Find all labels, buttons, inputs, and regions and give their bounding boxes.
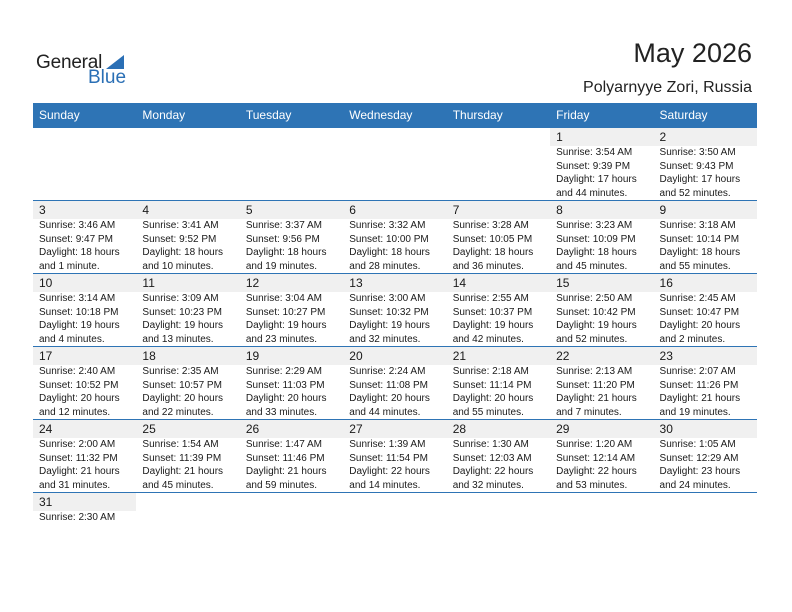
daylight-text: and 53 minutes. — [556, 479, 628, 491]
day-number: 3 — [33, 201, 136, 219]
day-number: 12 — [240, 274, 343, 292]
week-row — [33, 201, 757, 274]
empty-day-cell — [240, 493, 343, 534]
day-cell — [136, 274, 239, 347]
day-cell — [654, 347, 757, 420]
sunrise-text: Sunrise: 3:18 AM — [659, 220, 736, 231]
logo-general-text: General — [36, 52, 103, 73]
day-number: 7 — [447, 201, 550, 219]
day-cell — [136, 347, 239, 420]
day-number: 20 — [343, 347, 446, 365]
daylight-text: and 24 minutes. — [659, 479, 731, 491]
weekday-header: Tuesday — [240, 103, 343, 127]
empty-day-cell — [136, 127, 239, 201]
weekday-header: Wednesday — [343, 103, 446, 127]
daylight-text: Daylight: 20 hours — [142, 393, 224, 404]
sunrise-text: Sunrise: 1:47 AM — [245, 439, 322, 450]
sunrise-text: Sunrise: 3:14 AM — [39, 293, 116, 304]
day-number: 8 — [550, 201, 653, 219]
day-number: 1 — [550, 128, 653, 146]
sunrise-text: Sunrise: 1:20 AM — [556, 439, 633, 450]
daylight-text: Daylight: 22 hours — [556, 466, 637, 477]
day-cell — [343, 201, 446, 274]
daylight-text: Daylight: 19 hours — [349, 320, 430, 331]
sunrise-text: Sunrise: 3:09 AM — [142, 293, 219, 304]
day-cell — [343, 420, 446, 493]
daylight-text: Daylight: 21 hours — [556, 393, 637, 404]
daylight-text: Daylight: 19 hours — [39, 320, 120, 331]
daylight-text: Daylight: 22 hours — [349, 466, 430, 477]
sunset-text: Sunset: 9:47 PM — [39, 233, 113, 245]
logo — [36, 52, 136, 88]
sunrise-text: Sunrise: 3:00 AM — [349, 293, 426, 304]
day-number: 26 — [240, 420, 343, 438]
daylight-text: and 44 minutes. — [556, 187, 628, 199]
daylight-text: and 12 minutes. — [39, 406, 111, 418]
daylight-text: and 45 minutes. — [142, 479, 214, 491]
empty-day-cell — [654, 493, 757, 534]
empty-day-cell — [240, 127, 343, 201]
week-row — [33, 420, 757, 493]
daylight-text: and 36 minutes. — [452, 260, 524, 272]
daylight-text: and 7 minutes. — [556, 406, 622, 418]
daylight-text: and 2 minutes. — [659, 333, 726, 345]
day-number: 18 — [136, 347, 239, 365]
empty-day-cell — [343, 493, 446, 534]
sunset-text: Sunset: 11:32 PM — [39, 452, 118, 464]
day-number: 23 — [654, 347, 757, 365]
daylight-text: Daylight: 18 hours — [39, 247, 120, 258]
sunset-text: Sunset: 10:32 PM — [349, 306, 429, 318]
sunset-text: Sunset: 11:54 PM — [349, 452, 429, 464]
day-number: 19 — [240, 347, 343, 365]
day-cell — [447, 201, 550, 274]
day-cell — [136, 201, 239, 274]
daylight-text: and 4 minutes. — [39, 333, 105, 345]
daylight-text: Daylight: 17 hours — [659, 174, 741, 185]
daylight-text: and 1 minute. — [39, 260, 100, 272]
empty-day-cell — [136, 493, 239, 534]
sunset-text: Sunset: 10:42 PM — [556, 306, 636, 318]
sunrise-text: Sunrise: 3:41 AM — [142, 220, 219, 231]
daylight-text: Daylight: 20 hours — [245, 393, 327, 404]
weekday-header: Friday — [550, 103, 653, 127]
daylight-text: and 10 minutes. — [142, 260, 214, 272]
daylight-text: and 52 minutes. — [659, 187, 731, 199]
page-title: May 2026 — [633, 38, 752, 68]
day-cell — [33, 420, 136, 493]
sunrise-text: Sunrise: 1:30 AM — [452, 439, 529, 450]
sunset-text: Sunset: 10:05 PM — [452, 233, 533, 245]
day-number: 30 — [654, 420, 757, 438]
sunrise-text: Sunrise: 3:37 AM — [245, 220, 322, 231]
day-cell — [550, 347, 653, 420]
empty-day-cell — [550, 493, 653, 534]
empty-day-cell — [447, 493, 550, 534]
weekday-header: Sunday — [33, 103, 136, 127]
sunset-text: Sunset: 11:20 PM — [556, 379, 635, 391]
sunrise-text: Sunrise: 2:13 AM — [556, 366, 633, 377]
sunset-text: Sunset: 10:09 PM — [556, 233, 636, 245]
day-cell — [33, 201, 136, 274]
weekday-header: Thursday — [447, 103, 550, 127]
daylight-text: Daylight: 18 hours — [556, 247, 637, 258]
sunset-text: Sunset: 12:29 AM — [659, 452, 739, 464]
daylight-text: and 32 minutes. — [452, 479, 524, 491]
day-number: 11 — [136, 274, 239, 292]
day-cell — [654, 274, 757, 347]
daylight-text: and 31 minutes. — [39, 479, 111, 491]
sunset-text: Sunset: 9:39 PM — [556, 160, 631, 172]
sunrise-text: Sunrise: 2:45 AM — [659, 293, 736, 304]
daylight-text: and 59 minutes. — [245, 479, 318, 491]
weekday-header: Monday — [136, 103, 239, 127]
day-cell — [550, 201, 653, 274]
daylight-text: and 52 minutes. — [556, 333, 628, 345]
daylight-text: Daylight: 21 hours — [142, 466, 224, 477]
sunrise-text: Sunrise: 2:24 AM — [349, 366, 426, 377]
sunrise-text: Sunrise: 2:07 AM — [659, 366, 736, 377]
day-cell — [240, 347, 343, 420]
sunrise-text: Sunrise: 3:46 AM — [39, 220, 116, 231]
daylight-text: Daylight: 18 hours — [452, 247, 534, 258]
daylight-text: and 13 minutes. — [142, 333, 214, 345]
sunset-text: Sunset: 12:03 AM — [452, 452, 532, 464]
sunset-text: Sunset: 10:00 PM — [349, 233, 429, 245]
sunset-text: Sunset: 11:26 PM — [659, 379, 739, 391]
sunset-text: Sunset: 11:08 PM — [349, 379, 429, 391]
daylight-text: and 44 minutes. — [349, 406, 421, 418]
day-cell — [447, 274, 550, 347]
daylight-text: Daylight: 18 hours — [142, 247, 224, 258]
sunset-text: Sunset: 9:52 PM — [142, 233, 217, 245]
day-cell — [654, 420, 757, 493]
sunrise-text: Sunrise: 2:55 AM — [452, 293, 529, 304]
daylight-text: and 19 minutes. — [659, 406, 731, 418]
sunset-text: Sunset: 10:14 PM — [659, 233, 740, 245]
sunset-text: Sunset: 11:14 PM — [452, 379, 532, 391]
sunset-text: Sunset: 11:39 PM — [142, 452, 222, 464]
sunrise-text: Sunrise: 2:35 AM — [142, 366, 219, 377]
sunrise-text: Sunrise: 3:23 AM — [556, 220, 633, 231]
sunset-text: Sunset: 10:18 PM — [39, 306, 119, 318]
day-cell — [447, 420, 550, 493]
day-cell — [33, 493, 136, 534]
day-cell — [240, 274, 343, 347]
daylight-text: and 33 minutes. — [245, 406, 318, 418]
daylight-text: Daylight: 20 hours — [349, 393, 430, 404]
day-number: 28 — [447, 420, 550, 438]
day-number: 22 — [550, 347, 653, 365]
day-number: 16 — [654, 274, 757, 292]
day-cell — [447, 347, 550, 420]
sunrise-text: Sunrise: 2:29 AM — [245, 366, 322, 377]
daylight-text: and 19 minutes. — [245, 260, 318, 272]
daylight-text: Daylight: 17 hours — [556, 174, 637, 185]
day-number: 17 — [33, 347, 136, 365]
daylight-text: Daylight: 19 hours — [142, 320, 224, 331]
sunrise-text: Sunrise: 3:50 AM — [659, 147, 736, 158]
daylight-text: and 42 minutes. — [452, 333, 524, 345]
daylight-text: and 14 minutes. — [349, 479, 421, 491]
sunrise-text: Sunrise: 2:30 AM — [39, 512, 116, 523]
daylight-text: Daylight: 22 hours — [452, 466, 534, 477]
day-cell — [33, 347, 136, 420]
week-row — [33, 347, 757, 420]
empty-day-cell — [33, 127, 136, 201]
sunrise-text: Sunrise: 3:32 AM — [349, 220, 426, 231]
sunrise-text: Sunrise: 1:54 AM — [142, 439, 219, 450]
day-number: 13 — [343, 274, 446, 292]
sunrise-text: Sunrise: 2:18 AM — [452, 366, 529, 377]
day-number: 2 — [654, 128, 757, 146]
day-number: 27 — [343, 420, 446, 438]
sunrise-text: Sunrise: 1:05 AM — [659, 439, 736, 450]
day-cell — [654, 127, 757, 201]
empty-day-cell — [343, 127, 446, 201]
sunrise-text: Sunrise: 2:50 AM — [556, 293, 633, 304]
day-number: 29 — [550, 420, 653, 438]
week-row — [33, 493, 757, 534]
week-row — [33, 127, 757, 201]
sunset-text: Sunset: 10:52 PM — [39, 379, 119, 391]
calendar-table — [33, 103, 757, 533]
daylight-text: and 55 minutes. — [659, 260, 731, 272]
daylight-text: and 23 minutes. — [245, 333, 318, 345]
weekday-header-row — [33, 103, 757, 127]
day-number: 24 — [33, 420, 136, 438]
day-number: 21 — [447, 347, 550, 365]
day-cell — [136, 420, 239, 493]
daylight-text: Daylight: 21 hours — [39, 466, 120, 477]
sunset-text: Sunset: 10:27 PM — [245, 306, 326, 318]
sunrise-text: Sunrise: 3:54 AM — [556, 147, 633, 158]
sunset-text: Sunset: 10:23 PM — [142, 306, 222, 318]
day-cell — [240, 201, 343, 274]
sunrise-text: Sunrise: 1:39 AM — [349, 439, 426, 450]
sunset-text: Sunset: 10:37 PM — [452, 306, 533, 318]
day-number: 9 — [654, 201, 757, 219]
day-cell — [654, 201, 757, 274]
daylight-text: and 22 minutes. — [142, 406, 214, 418]
sunrise-text: Sunrise: 2:40 AM — [39, 366, 116, 377]
sunset-text: Sunset: 11:03 PM — [245, 379, 325, 391]
day-cell — [33, 274, 136, 347]
daylight-text: Daylight: 19 hours — [245, 320, 327, 331]
sunset-text: Sunset: 9:56 PM — [245, 233, 320, 245]
daylight-text: Daylight: 19 hours — [556, 320, 637, 331]
sunrise-text: Sunrise: 3:04 AM — [245, 293, 322, 304]
weekday-header: Saturday — [654, 103, 757, 127]
day-number: 31 — [33, 493, 136, 511]
daylight-text: Daylight: 21 hours — [659, 393, 741, 404]
location-subtitle: Polyarnyye Zori, Russia — [583, 79, 752, 96]
sunset-text: Sunset: 11:46 PM — [245, 452, 325, 464]
daylight-text: Daylight: 18 hours — [659, 247, 741, 258]
day-cell — [343, 274, 446, 347]
day-number: 14 — [447, 274, 550, 292]
sunrise-text: Sunrise: 2:00 AM — [39, 439, 116, 450]
daylight-text: Daylight: 18 hours — [349, 247, 430, 258]
sunset-text: Sunset: 9:43 PM — [659, 160, 734, 172]
sunrise-text: Sunrise: 3:28 AM — [452, 220, 529, 231]
day-number: 4 — [136, 201, 239, 219]
day-cell — [343, 347, 446, 420]
daylight-text: Daylight: 18 hours — [245, 247, 327, 258]
day-number: 10 — [33, 274, 136, 292]
empty-day-cell — [447, 127, 550, 201]
sunset-text: Sunset: 10:47 PM — [659, 306, 740, 318]
daylight-text: Daylight: 20 hours — [39, 393, 120, 404]
sunset-text: Sunset: 12:14 AM — [556, 452, 636, 464]
daylight-text: Daylight: 20 hours — [659, 320, 741, 331]
sunset-text: Sunset: 10:57 PM — [142, 379, 222, 391]
day-number: 15 — [550, 274, 653, 292]
day-cell — [240, 420, 343, 493]
daylight-text: and 55 minutes. — [452, 406, 524, 418]
day-number: 25 — [136, 420, 239, 438]
logo-blue-text: Blue — [88, 67, 127, 88]
day-cell — [550, 127, 653, 201]
daylight-text: and 32 minutes. — [349, 333, 421, 345]
daylight-text: Daylight: 19 hours — [452, 320, 534, 331]
daylight-text: Daylight: 23 hours — [659, 466, 741, 477]
daylight-text: Daylight: 21 hours — [245, 466, 327, 477]
day-number: 5 — [240, 201, 343, 219]
daylight-text: and 28 minutes. — [349, 260, 421, 272]
day-cell — [550, 420, 653, 493]
day-cell — [550, 274, 653, 347]
daylight-text: and 45 minutes. — [556, 260, 628, 272]
daylight-text: Daylight: 20 hours — [452, 393, 534, 404]
day-number: 6 — [343, 201, 446, 219]
week-row — [33, 274, 757, 347]
